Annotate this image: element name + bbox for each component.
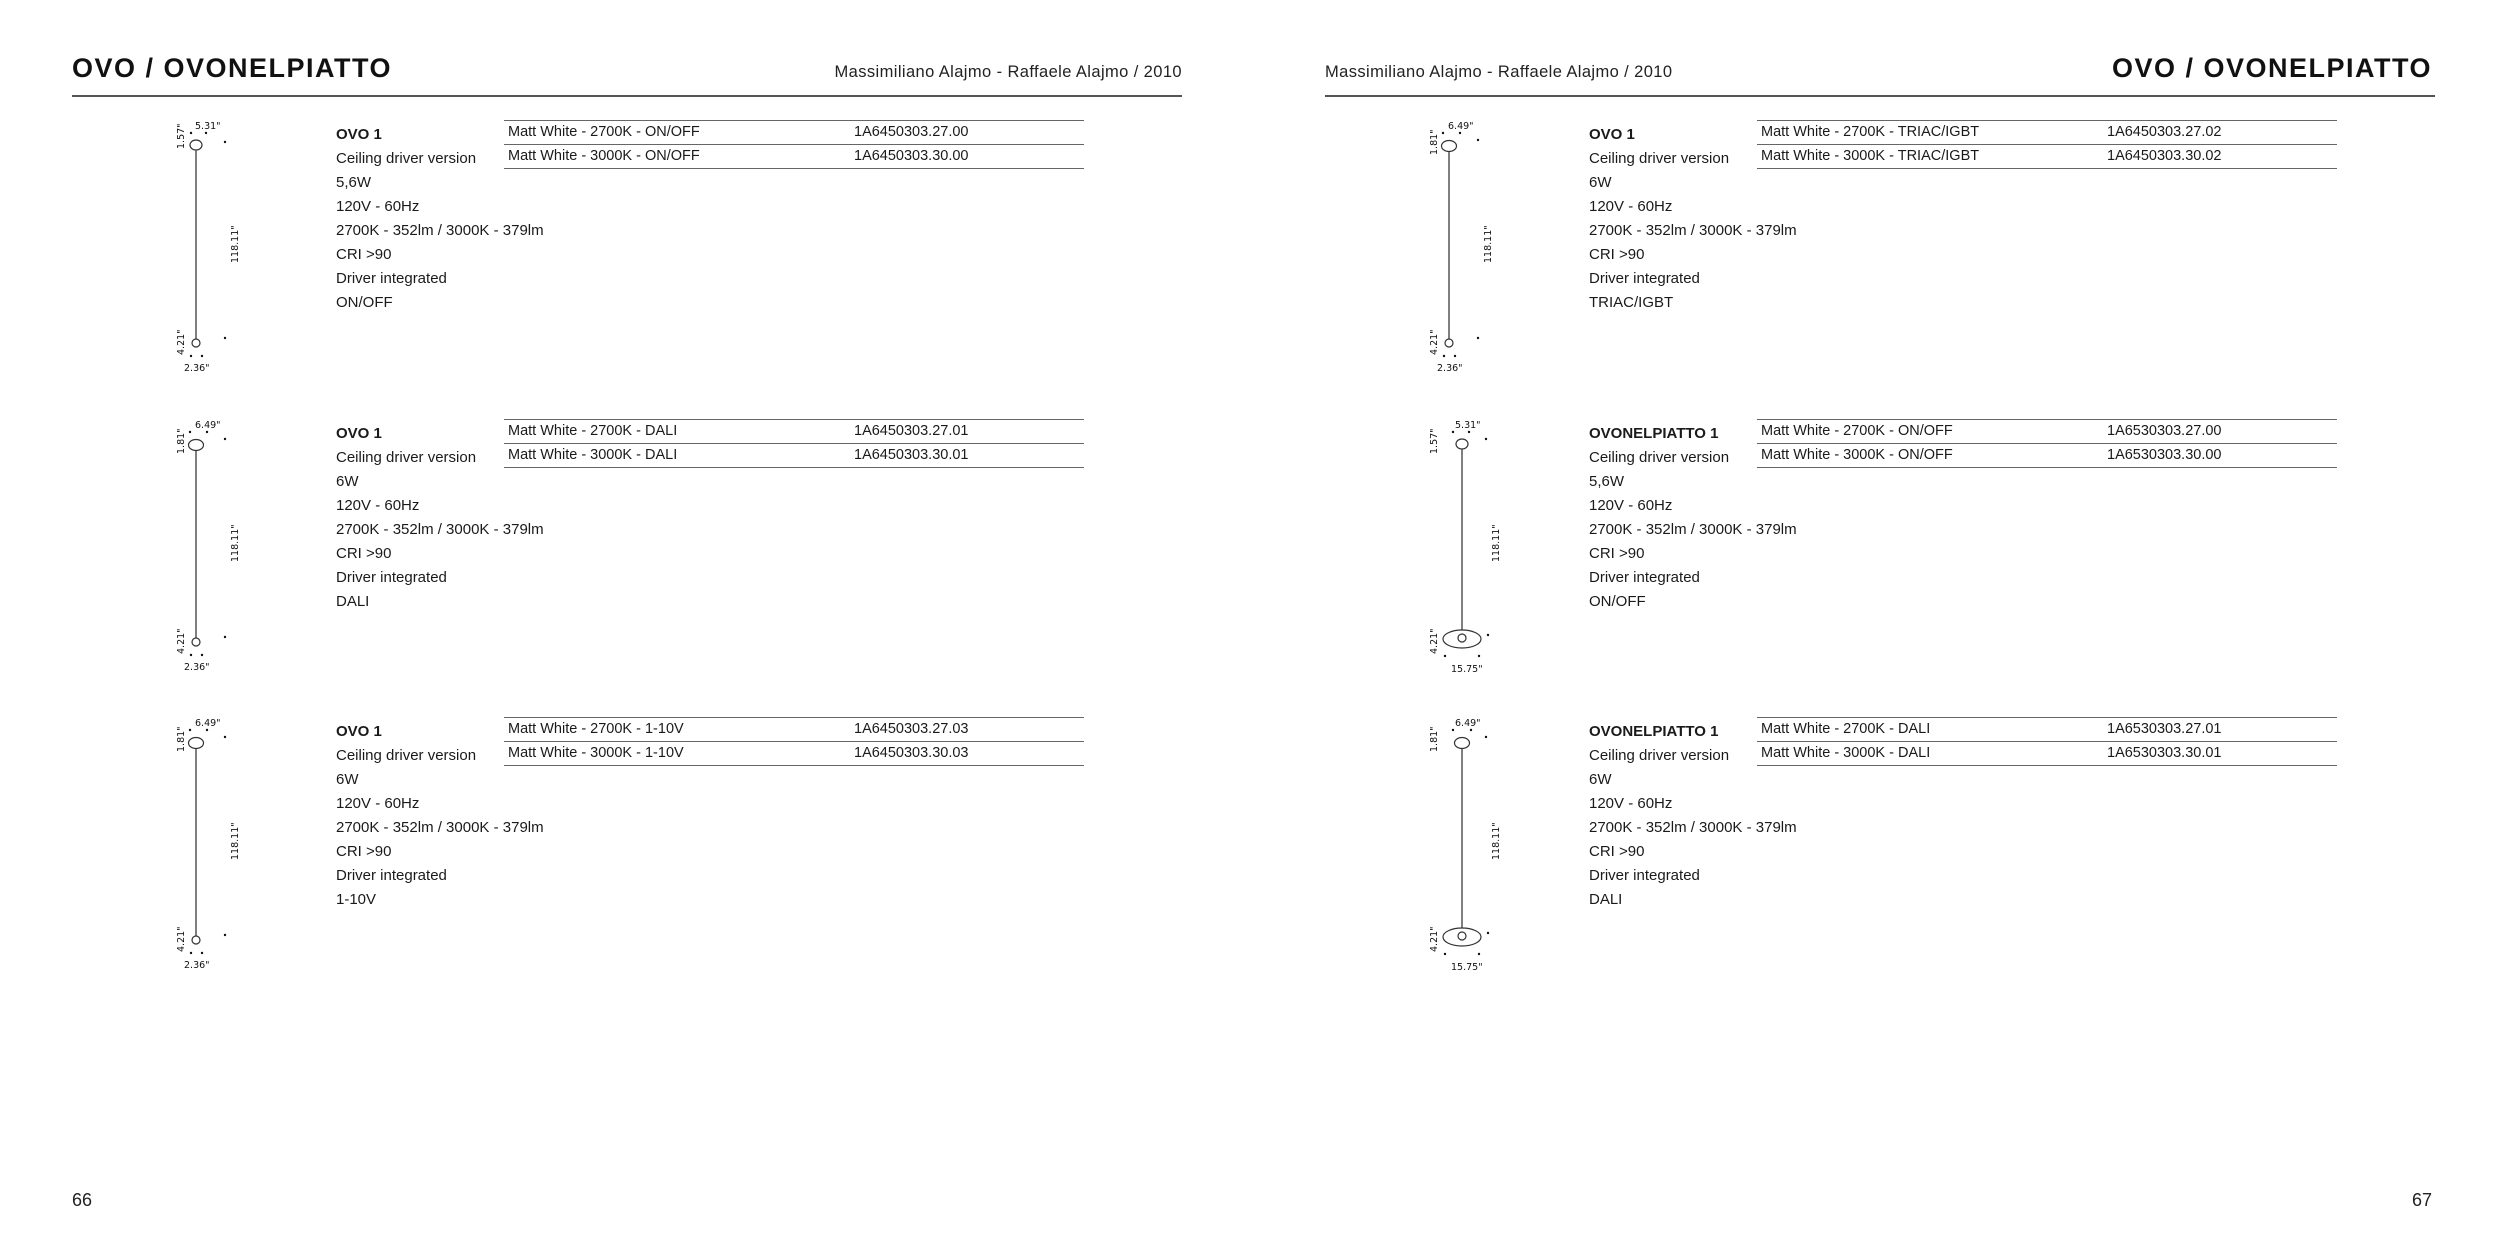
dim-top-width: 6.49" <box>1448 121 1474 132</box>
pendant-drawing-svg <box>1429 718 1583 980</box>
code-reference: 1A6530303.27.00 <box>2107 423 2222 439</box>
product-name: OVO 1 <box>336 723 382 740</box>
code-row <box>504 420 1084 444</box>
pendant-drawing-svg <box>176 718 330 980</box>
product-driver: Driver integrated <box>336 569 447 586</box>
code-row <box>1757 718 2337 742</box>
product-lumen: 2700K - 352lm / 3000K - 379lm <box>1589 521 1797 538</box>
product-cri: CRI >90 <box>336 246 392 263</box>
product-block <box>176 121 1310 383</box>
product-version: Ceiling driver version <box>1589 150 1730 167</box>
product-driver: Driver integrated <box>1589 867 1700 884</box>
code-variant: Matt White - 3000K - ON/OFF <box>508 148 700 164</box>
product-voltage: 120V - 60Hz <box>336 198 420 215</box>
page-title: OVO / OVONELPIATTO <box>72 53 393 83</box>
dim-top-height: 1.81" <box>176 428 187 454</box>
pendant-drawing-svg <box>1429 420 1583 682</box>
code-variant: Matt White - 2700K - DALI <box>508 423 678 439</box>
dim-bottom-height: 4.21" <box>1429 329 1440 355</box>
dim-top-height: 1.57" <box>1429 428 1440 454</box>
dim-cable-length: 118.11" <box>230 524 241 562</box>
page-number: 67 <box>2411 1190 2432 1210</box>
page-number: 66 <box>72 1190 93 1210</box>
code-reference: 1A6450303.27.02 <box>2107 124 2222 140</box>
code-reference: 1A6450303.30.03 <box>854 745 969 761</box>
dim-bottom-height: 4.21" <box>1429 628 1440 654</box>
code-variant: Matt White - 3000K - TRIAC/IGBT <box>1761 148 1980 164</box>
dim-bottom-width: 2.36" <box>184 960 210 971</box>
dim-bottom-width: 2.36" <box>184 363 210 374</box>
code-row <box>1757 444 2337 468</box>
pendant-drawing <box>176 718 330 980</box>
product-cri: CRI >90 <box>336 545 392 562</box>
pendant-drawing <box>176 420 330 682</box>
product-cri: CRI >90 <box>1589 545 1645 562</box>
pendant-drawing <box>1429 420 1583 682</box>
product-voltage: 120V - 60Hz <box>336 795 420 812</box>
product-driver: Driver integrated <box>336 867 447 884</box>
dim-top-width: 6.49" <box>195 718 221 729</box>
dim-bottom-height: 4.21" <box>176 329 187 355</box>
product-block <box>1429 420 2500 682</box>
product-driver: Driver integrated <box>1589 569 1700 586</box>
product-cri: CRI >90 <box>1589 246 1645 263</box>
code-variant: Matt White - 3000K - DALI <box>1761 745 1931 761</box>
code-variant: Matt White - 2700K - DALI <box>1761 721 1931 737</box>
dim-top-width: 5.31" <box>1455 420 1481 431</box>
code-reference: 1A6450303.27.00 <box>854 124 969 140</box>
product-power: 6W <box>336 771 359 788</box>
dim-top-height: 1.81" <box>1429 726 1440 752</box>
code-row <box>504 145 1084 169</box>
code-reference: 1A6450303.30.00 <box>854 148 969 164</box>
code-table <box>1757 717 2337 766</box>
product-block <box>176 420 1310 682</box>
dim-bottom-width: 2.36" <box>1437 363 1463 374</box>
product-name: OVONELPIATTO 1 <box>1589 425 1719 442</box>
product-voltage: 120V - 60Hz <box>1589 198 1673 215</box>
code-row <box>1757 121 2337 145</box>
code-row <box>504 742 1084 766</box>
code-table <box>504 419 1084 468</box>
dim-cable-length: 118.11" <box>1491 524 1502 562</box>
right-page <box>1250 0 2500 1250</box>
product-name: OVO 1 <box>336 126 382 143</box>
product-lumen: 2700K - 352lm / 3000K - 379lm <box>336 521 544 538</box>
product-power: 5,6W <box>1589 473 1625 490</box>
product-voltage: 120V - 60Hz <box>1589 795 1673 812</box>
dim-cable-length: 118.11" <box>1491 822 1502 860</box>
code-reference: 1A6450303.27.03 <box>854 721 969 737</box>
code-variant: Matt White - 3000K - ON/OFF <box>1761 447 1953 463</box>
code-reference: 1A6530303.27.01 <box>2107 721 2222 737</box>
code-reference: 1A6450303.30.02 <box>2107 148 2222 164</box>
product-control: 1-10V <box>336 891 377 908</box>
product-lumen: 2700K - 352lm / 3000K - 379lm <box>1589 222 1797 239</box>
code-table <box>1757 419 2337 468</box>
product-voltage: 120V - 60Hz <box>336 497 420 514</box>
product-version: Ceiling driver version <box>336 747 477 764</box>
code-variant: Matt White - 2700K - ON/OFF <box>508 124 700 140</box>
code-reference: 1A6450303.27.01 <box>854 423 969 439</box>
product-block <box>1429 718 2500 980</box>
product-version: Ceiling driver version <box>1589 449 1730 466</box>
product-control: DALI <box>1589 891 1623 908</box>
dim-top-height: 1.81" <box>1429 129 1440 155</box>
code-variant: Matt White - 3000K - 1-10V <box>508 745 684 761</box>
dim-cable-length: 118.11" <box>230 225 241 263</box>
code-variant: Matt White - 2700K - TRIAC/IGBT <box>1761 124 1980 140</box>
dim-top-width: 5.31" <box>195 121 221 132</box>
dim-bottom-width: 15.75" <box>1451 962 1483 973</box>
product-block <box>176 718 1310 980</box>
product-control: ON/OFF <box>336 294 393 311</box>
product-control: ON/OFF <box>1589 593 1646 610</box>
product-control: DALI <box>336 593 370 610</box>
designer-credit: Massimiliano Alajmo - Raffaele Alajmo / 2010 <box>1325 63 1673 81</box>
designer-credit: Massimiliano Alajmo - Raffaele Alajmo / 2010 <box>834 63 1182 81</box>
product-lumen: 2700K - 352lm / 3000K - 379lm <box>1589 819 1797 836</box>
product-block <box>1429 121 2500 383</box>
code-reference: 1A6530303.30.00 <box>2107 447 2222 463</box>
pendant-drawing <box>1429 718 1583 980</box>
code-variant: Matt White - 2700K - ON/OFF <box>1761 423 1953 439</box>
pendant-drawing-svg <box>1429 121 1583 383</box>
code-row <box>1757 145 2337 169</box>
product-cri: CRI >90 <box>1589 843 1645 860</box>
product-control: TRIAC/IGBT <box>1589 294 1674 311</box>
header-rule <box>1325 95 2435 97</box>
dim-bottom-width: 2.36" <box>184 662 210 673</box>
dim-cable-length: 118.11" <box>1483 225 1494 263</box>
pendant-drawing <box>1429 121 1583 383</box>
product-driver: Driver integrated <box>336 270 447 287</box>
dim-bottom-height: 4.21" <box>176 628 187 654</box>
pendant-drawing <box>176 121 330 383</box>
dim-top-height: 1.57" <box>176 123 187 149</box>
product-power: 6W <box>336 473 359 490</box>
code-reference: 1A6530303.30.01 <box>2107 745 2222 761</box>
product-version: Ceiling driver version <box>1589 747 1730 764</box>
code-row <box>504 718 1084 742</box>
product-power: 5,6W <box>336 174 372 191</box>
pendant-drawing-svg <box>176 121 330 383</box>
code-variant: Matt White - 2700K - 1-10V <box>508 721 684 737</box>
dim-top-height: 1.81" <box>176 726 187 752</box>
dim-top-width: 6.49" <box>195 420 221 431</box>
header-rule <box>72 95 1182 97</box>
product-cri: CRI >90 <box>336 843 392 860</box>
code-row <box>504 121 1084 145</box>
product-version: Ceiling driver version <box>336 449 477 466</box>
dim-cable-length: 118.11" <box>230 822 241 860</box>
product-name: OVO 1 <box>1589 126 1635 143</box>
product-driver: Driver integrated <box>1589 270 1700 287</box>
product-lumen: 2700K - 352lm / 3000K - 379lm <box>336 819 544 836</box>
product-name: OVO 1 <box>336 425 382 442</box>
code-row <box>1757 742 2337 766</box>
code-table <box>1757 120 2337 169</box>
code-reference: 1A6450303.30.01 <box>854 447 969 463</box>
dim-bottom-height: 4.21" <box>176 926 187 952</box>
code-row <box>1757 420 2337 444</box>
dim-top-width: 6.49" <box>1455 718 1481 729</box>
dim-bottom-width: 15.75" <box>1451 664 1483 675</box>
pendant-drawing-svg <box>176 420 330 682</box>
code-row <box>504 444 1084 468</box>
dim-bottom-height: 4.21" <box>1429 926 1440 952</box>
code-variant: Matt White - 3000K - DALI <box>508 447 678 463</box>
product-lumen: 2700K - 352lm / 3000K - 379lm <box>336 222 544 239</box>
product-power: 6W <box>1589 174 1612 191</box>
code-table <box>504 717 1084 766</box>
product-name: OVONELPIATTO 1 <box>1589 723 1719 740</box>
code-table <box>504 120 1084 169</box>
page-title: OVO / OVONELPIATTO <box>2111 53 2432 83</box>
product-version: Ceiling driver version <box>336 150 477 167</box>
product-voltage: 120V - 60Hz <box>1589 497 1673 514</box>
product-power: 6W <box>1589 771 1612 788</box>
